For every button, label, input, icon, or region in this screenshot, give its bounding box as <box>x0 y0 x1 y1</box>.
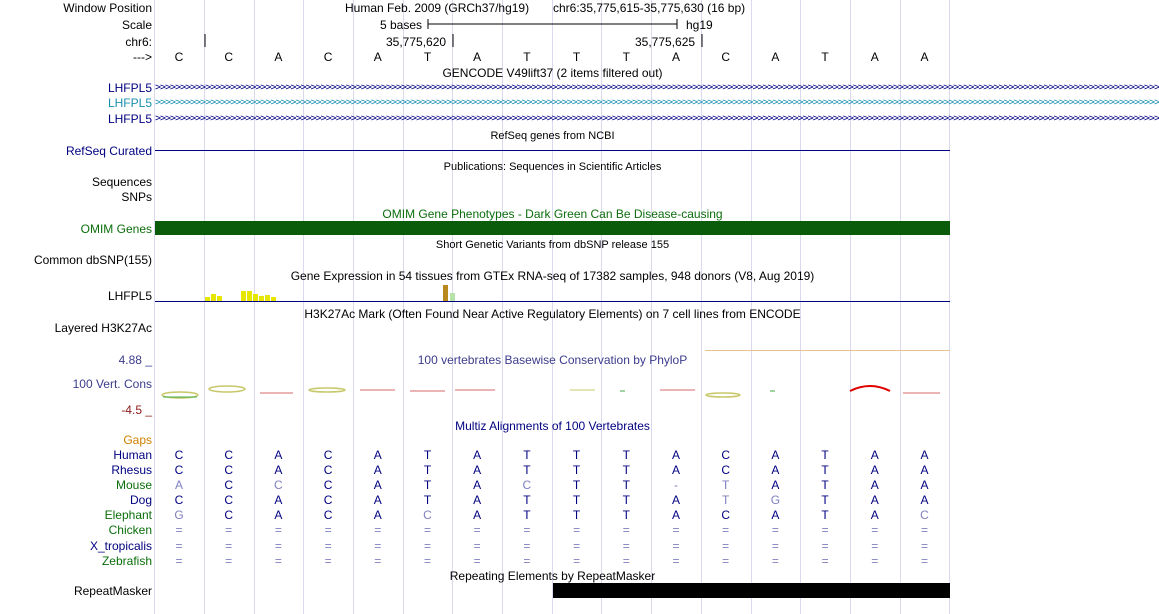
alignment-base: C <box>323 493 333 507</box>
conservation-min-label: -4.5 _ <box>121 403 152 417</box>
gaps-label: Gaps <box>123 433 152 447</box>
gtex-tissue-bar <box>247 291 252 301</box>
assembly-label: Human Feb. 2009 (GRCh37/hg19) <box>345 1 530 15</box>
alignment-base: = <box>920 523 928 537</box>
alignment-base: A <box>920 493 929 507</box>
alignment-base: T <box>572 448 581 462</box>
alignment-base: = <box>722 554 730 568</box>
alignment-base: T <box>572 508 581 522</box>
alignment-base: C <box>224 463 234 477</box>
base-letter: A <box>373 50 382 64</box>
gtex-tissue-bar <box>450 293 455 301</box>
alignment-base: A <box>870 463 879 477</box>
alignment-base: = <box>920 554 928 568</box>
alignment-base: A <box>920 478 929 492</box>
gencode-transcript-line[interactable]: >>>>>>>>>>>>>>>>>>>>>>>>>>>>>>>>>>>>>>>>>>>>>>>>>>>>>>>>>>>>>>>>>>>>>>>>>>>>>>>>>>>>>>>>>>>>>>>>>>>>>>>>>>>>>>>>>>>>>>>>>>>>>>>>>>>>>>>>>>>>>>>>>>>>>>>>>>>>>>>>>>>>>>>>>>>>>>>>>>>>>>>>>>>>>>>>>>>>>>>> <box>155 97 1159 108</box>
base-letter: A <box>473 50 482 64</box>
dbsnp-track-title: Short Genetic Variants from dbSNP release 155 <box>435 239 670 251</box>
alignment-base: = <box>274 539 282 553</box>
repeat-element-block[interactable] <box>553 583 950 598</box>
alignment-base: C <box>323 478 333 492</box>
sequence-direction-label: ---> <box>133 50 152 64</box>
species-label[interactable]: X_tropicalis <box>89 539 152 553</box>
alignment-base: = <box>225 554 233 568</box>
alignment-base: A <box>870 448 879 462</box>
alignment-base: T <box>423 478 432 492</box>
alignment-base: A <box>473 448 482 462</box>
ruler-coordinate: 35,775,620 <box>386 35 447 49</box>
alignment-base: - <box>674 478 678 492</box>
alignment-base: A <box>920 463 929 477</box>
alignment-base: A <box>373 478 382 492</box>
alignment-base: = <box>871 539 879 553</box>
alignment-base: A <box>274 508 283 522</box>
alignment-base: = <box>722 539 730 553</box>
species-label[interactable]: Zebrafish <box>101 554 152 568</box>
base-letter: C <box>224 50 234 64</box>
alignment-base: C <box>224 478 234 492</box>
gencode-transcript-line[interactable]: >>>>>>>>>>>>>>>>>>>>>>>>>>>>>>>>>>>>>>>>>>>>>>>>>>>>>>>>>>>>>>>>>>>>>>>>>>>>>>>>>>>>>>>>>>>>>>>>>>>>>>>>>>>>>>>>>>>>>>>>>>>>>>>>>>>>>>>>>>>>>>>>>>>>>>>>>>>>>>>>>>>>>>>>>>>>>>>>>>>>>>>>>>>>>>>>>>>>>>>> <box>155 82 1159 93</box>
multiz-track-title: Multiz Alignments of 100 Vertebrates <box>455 419 650 433</box>
alignment-base: = <box>821 554 829 568</box>
alignment-base: A <box>473 508 482 522</box>
omim-gene-bar[interactable] <box>155 221 950 235</box>
alignment-base: = <box>672 554 680 568</box>
alignment-base: C <box>323 508 333 522</box>
alignment-base: C <box>423 508 432 522</box>
dbsnp-track-label[interactable]: Common dbSNP(155) <box>33 253 152 267</box>
species-label[interactable]: Rhesus <box>111 463 152 477</box>
species-label[interactable]: Chicken <box>108 523 152 537</box>
species-label[interactable]: Mouse <box>115 478 152 492</box>
alignment-base: = <box>175 523 183 537</box>
alignment-base: T <box>572 493 581 507</box>
alignment-base: = <box>523 539 531 553</box>
base-letter: A <box>274 50 283 64</box>
phylop-signal <box>850 386 890 391</box>
alignment-base: C <box>721 448 731 462</box>
base-letter: T <box>423 50 432 64</box>
alignment-base: T <box>821 463 829 477</box>
alignment-base: = <box>573 554 581 568</box>
ruler-coordinate: 35,775,625 <box>635 35 696 49</box>
alignment-base: = <box>622 523 630 537</box>
base-letter: C <box>721 50 731 64</box>
alignment-base: A <box>373 463 382 477</box>
alignment-base: T <box>821 508 829 522</box>
alignment-base: T <box>821 448 829 462</box>
alignment-base: C <box>174 493 184 507</box>
alignment-base: A <box>771 478 780 492</box>
alignment-base: = <box>771 554 779 568</box>
gtex-tissue-bar <box>443 285 448 301</box>
species-label[interactable]: Human <box>113 448 152 462</box>
alignment-base: = <box>622 554 630 568</box>
alignment-base: = <box>274 554 282 568</box>
window-position-value: chr6:35,775,615-35,775,630 (16 bp) <box>553 1 746 15</box>
base-letter: C <box>323 50 333 64</box>
gtex-tissue-bar <box>211 294 216 301</box>
alignment-base: T <box>523 508 531 522</box>
alignment-base: A <box>373 508 382 522</box>
alignment-base: = <box>423 523 431 537</box>
alignment-base: A <box>771 448 780 462</box>
gencode-item-label[interactable]: LHFPL5 <box>107 81 152 95</box>
repeatmasker-track-label[interactable]: RepeatMasker <box>73 584 152 598</box>
alignment-base: = <box>374 554 382 568</box>
gtex-track-title: Gene Expression in 54 tissues from GTEx RNA-seq of 17382 samples, 948 donors (V8, Aug 2019) <box>290 269 815 283</box>
alignment-base: = <box>175 539 183 553</box>
alignment-base: A <box>174 478 183 492</box>
gtex-tissue-bar <box>265 295 270 301</box>
browser-track-area[interactable] <box>155 0 1159 614</box>
alignment-base: C <box>224 493 234 507</box>
refseq-track-title: RefSeq genes from NCBI <box>490 130 615 142</box>
base-letter: A <box>920 50 929 64</box>
gtex-track-label[interactable]: LHFPL5 <box>107 289 152 303</box>
alignment-base: = <box>573 523 581 537</box>
base-letter: A <box>671 50 680 64</box>
alignment-base: = <box>423 539 431 553</box>
publications-track-title: Publications: Sequences in Scientific Articles <box>443 161 662 173</box>
alignment-base: A <box>771 508 780 522</box>
alignment-base: A <box>373 493 382 507</box>
alignment-base: = <box>473 554 481 568</box>
species-label[interactable]: Dog <box>129 493 152 507</box>
phylop-max-line <box>705 350 950 351</box>
alignment-base: A <box>274 493 283 507</box>
alignment-base: T <box>622 508 630 522</box>
track-label-panel <box>0 0 154 614</box>
alignment-base: T <box>572 478 581 492</box>
gtex-tissue-bar <box>271 297 276 301</box>
phylop-wiggle[interactable] <box>155 378 950 402</box>
scale-label: Scale <box>121 18 152 32</box>
phylop-signal <box>309 388 345 392</box>
alignment-base: A <box>274 463 283 477</box>
alignment-base: = <box>871 554 879 568</box>
conservation-max-label: 4.88 _ <box>118 353 152 367</box>
alignment-base: = <box>920 539 928 553</box>
alignment-base: C <box>224 508 234 522</box>
alignment-base: T <box>423 463 432 477</box>
gtex-tissue-bar <box>259 296 264 301</box>
alignment-base: C <box>721 508 731 522</box>
alignment-base: C <box>522 478 532 492</box>
gencode-track-title: GENCODE V49lift37 (2 items filtered out) <box>442 66 663 80</box>
alignment-base: A <box>870 478 879 492</box>
alignment-base: T <box>821 493 829 507</box>
scale-text: 5 bases <box>380 18 423 32</box>
alignment-base: T <box>622 448 630 462</box>
alignment-base: C <box>721 463 731 477</box>
alignment-base: = <box>573 539 581 553</box>
alignment-base: G <box>174 508 184 522</box>
base-letter: T <box>622 50 630 64</box>
alignment-base: T <box>523 463 531 477</box>
base-letter: T <box>821 50 829 64</box>
alignment-base: T <box>423 448 432 462</box>
alignment-base: A <box>473 493 482 507</box>
species-label[interactable]: Elephant <box>104 508 152 522</box>
alignment-base: = <box>324 554 332 568</box>
alignment-base: = <box>523 523 531 537</box>
sequences-track-label[interactable]: Sequences <box>91 175 152 189</box>
alignment-base: A <box>671 493 680 507</box>
alignment-base: A <box>671 463 680 477</box>
h3k27ac-track-title: H3K27Ac Mark (Often Found Near Active Regulatory Elements) on 7 cell lines from ENCODE <box>304 307 801 321</box>
alignment-base: T <box>622 463 630 477</box>
phylop-signal <box>209 386 245 392</box>
h3k27ac-track-label[interactable]: Layered H3K27Ac <box>54 321 152 335</box>
alignment-base: = <box>423 554 431 568</box>
alignment-base: = <box>473 539 481 553</box>
alignment-base: A <box>771 463 780 477</box>
phylop-signal <box>706 393 740 397</box>
alignment-base: T <box>572 463 581 477</box>
alignment-base: G <box>770 493 781 507</box>
base-letter: A <box>771 50 780 64</box>
alignment-base: A <box>671 508 680 522</box>
alignment-base: = <box>324 539 332 553</box>
snps-track-label[interactable]: SNPs <box>121 190 152 204</box>
alignment-base: T <box>523 448 531 462</box>
gtex-tissue-bar <box>253 294 258 301</box>
alignment-base: = <box>324 523 332 537</box>
ruler-ticks <box>155 34 950 48</box>
gtex-bar-chart[interactable] <box>155 283 950 303</box>
alignment-base: = <box>722 523 730 537</box>
conservation-track-label[interactable]: 100 Vert. Cons <box>72 377 152 391</box>
alignment-base: T <box>423 493 432 507</box>
alignment-base: C <box>174 463 184 477</box>
scale-db: hg19 <box>686 18 713 32</box>
alignment-base: T <box>523 493 531 507</box>
alignment-base: T <box>821 478 829 492</box>
alignment-base: T <box>722 493 730 507</box>
alignment-base: C <box>174 448 184 462</box>
base-letter: C <box>174 50 184 64</box>
alignment-base: = <box>771 523 779 537</box>
gencode-item-label[interactable]: LHFPL5 <box>107 112 152 126</box>
omim-track-title: OMIM Gene Phenotypes - Dark Green Can Be Disease-causing <box>382 207 723 221</box>
alignment-base: A <box>473 478 482 492</box>
gencode-transcript-line[interactable]: >>>>>>>>>>>>>>>>>>>>>>>>>>>>>>>>>>>>>>>>>>>>>>>>>>>>>>>>>>>>>>>>>>>>>>>>>>>>>>>>>>>>>>>>>>>>>>>>>>>>>>>>>>>>>>>>>>>>>>>>>>>>>>>>>>>>>>>>>>>>>>>>>>>>>>>>>>>>>>>>>>>>>>>>>>>>>>>>>>>>>>>>>>>>>>>>>>>>>>>> <box>155 113 1159 124</box>
alignment-base: T <box>622 493 630 507</box>
alignment-base: A <box>870 493 879 507</box>
alignment-base: = <box>821 523 829 537</box>
alignment-base: = <box>672 523 680 537</box>
alignment-base: A <box>373 448 382 462</box>
alignment-base: A <box>671 448 680 462</box>
alignment-base: = <box>225 523 233 537</box>
alignment-base: = <box>374 539 382 553</box>
phylop-track-title: 100 vertebrates Basewise Conservation by PhyloP <box>417 353 688 367</box>
alignment-base: = <box>175 554 183 568</box>
alignment-base: = <box>771 539 779 553</box>
alignment-base: = <box>523 554 531 568</box>
window-position-label: Window Position <box>63 1 152 15</box>
alignment-base: = <box>274 523 282 537</box>
alignment-base: = <box>473 523 481 537</box>
base-letter: T <box>572 50 581 64</box>
alignment-base: = <box>622 539 630 553</box>
alignment-base: C <box>920 508 929 522</box>
scale-bar <box>427 17 681 31</box>
alignment-base: = <box>225 539 233 553</box>
alignment-base: C <box>323 463 333 477</box>
gencode-item-label[interactable]: LHFPL5 <box>107 96 152 110</box>
alignment-base: C <box>274 478 283 492</box>
omim-track-label[interactable]: OMIM Genes <box>80 222 152 236</box>
base-letter: T <box>523 50 531 64</box>
alignment-base: C <box>323 448 333 462</box>
gtex-tissue-bar <box>205 297 210 301</box>
alignment-base: T <box>622 478 630 492</box>
alignment-base: A <box>473 463 482 477</box>
gtex-tissue-bar <box>241 291 246 301</box>
alignment-base: = <box>672 539 680 553</box>
alignment-base: C <box>224 448 234 462</box>
alignment-base: A <box>920 448 929 462</box>
alignment-base: = <box>871 523 879 537</box>
repeatmasker-track-title: Repeating Elements by RepeatMasker <box>449 569 656 583</box>
alignment-base: = <box>374 523 382 537</box>
alignment-base: T <box>722 478 730 492</box>
chrom-label: chr6: <box>125 35 152 49</box>
refseq-gene-line[interactable] <box>155 150 950 151</box>
alignment-base: A <box>274 448 283 462</box>
alignment-base: A <box>870 508 879 522</box>
refseq-track-label[interactable]: RefSeq Curated <box>65 144 152 158</box>
alignment-base: = <box>821 539 829 553</box>
base-letter: A <box>870 50 879 64</box>
gtex-tissue-bar <box>217 296 222 301</box>
